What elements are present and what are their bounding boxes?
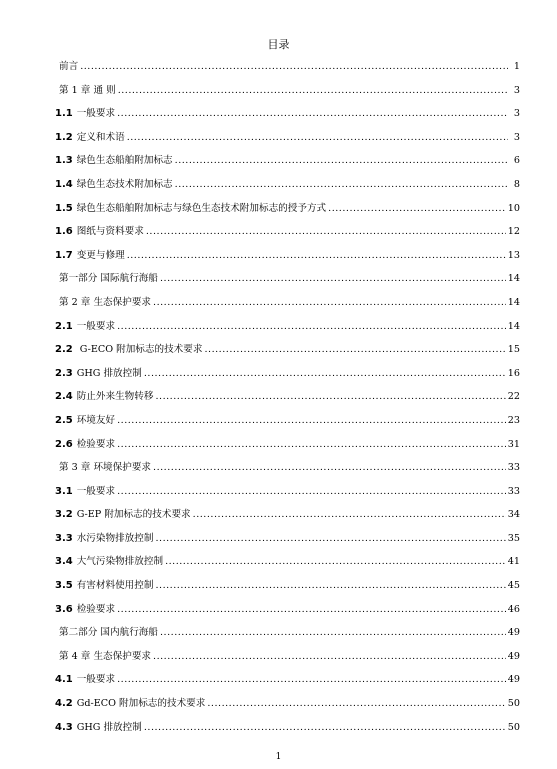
toc-leader-dots [117, 674, 506, 685]
toc-leader-dots [153, 297, 506, 308]
toc-leader-dots [155, 580, 505, 591]
toc-entry[interactable] [55, 270, 520, 294]
toc-entry-title: 前言 [59, 61, 79, 72]
toc-leader-dots [175, 155, 508, 166]
toc-entry-title: 有害材料使用控制 [76, 580, 154, 592]
toc-entry-title: 大气污染物排放控制 [76, 556, 164, 568]
table-of-contents [55, 58, 520, 742]
toc-entry-title: 绿色生态船舶附加标志与绿色生态技术附加标志的授予方式 [76, 202, 327, 214]
toc-entry-number: 3.2 [55, 509, 73, 521]
toc-entry[interactable] [55, 601, 520, 625]
toc-entry[interactable] [55, 624, 520, 648]
toc-entry-page: 31 [507, 438, 520, 450]
toc-entry[interactable] [55, 483, 520, 507]
toc-leader-dots [118, 85, 508, 96]
toc-entry-page: 49 [507, 674, 520, 686]
toc-entry-title: 第 4 章 生态保护要求 [59, 650, 152, 662]
toc-entry-page: 14 [507, 320, 520, 332]
toc-entry-number: 3.1 [55, 485, 73, 497]
toc-leader-dots [155, 391, 505, 402]
toc-entry-page: 49 [507, 650, 520, 662]
toc-entry-title: 检验要求 [76, 438, 116, 450]
toc-leader-dots [144, 722, 506, 733]
toc-entry-number: 1.6 [55, 226, 73, 238]
toc-entry[interactable] [55, 82, 520, 106]
toc-entry-number: 1.7 [55, 249, 73, 261]
toc-entry-title: 环境友好 [76, 414, 116, 426]
toc-entry[interactable] [55, 506, 520, 530]
toc-leader-dots [117, 415, 506, 426]
toc-leader-dots [127, 250, 506, 261]
toc-entry[interactable] [55, 318, 520, 342]
toc-entry-page: 33 [507, 462, 520, 474]
toc-leader-dots [160, 273, 506, 284]
toc-entry[interactable] [55, 671, 520, 695]
toc-entry-number: 2.4 [55, 391, 73, 403]
toc-leader-dots [117, 108, 508, 119]
toc-leader-dots [204, 344, 505, 355]
toc-entry-title: 检验要求 [76, 603, 116, 615]
toc-entry-title: 防止外来生物转移 [76, 391, 154, 403]
toc-entry-page: 3 [513, 108, 520, 120]
toc-leader-dots [165, 556, 506, 567]
toc-entry-title: 一般要求 [76, 108, 116, 120]
toc-entry-number: 1.5 [55, 202, 73, 214]
toc-leader-dots [80, 61, 508, 72]
toc-entry[interactable] [55, 553, 520, 577]
toc-leader-dots [175, 179, 508, 190]
toc-leader-dots [160, 627, 506, 638]
toc-entry-number: 3.4 [55, 556, 73, 568]
toc-leader-dots [153, 462, 506, 473]
toc-entry-title: Gd-ECO 附加标志的技术要求 [76, 698, 206, 710]
toc-entry-page: 46 [507, 603, 520, 615]
toc-entry-number: 1.3 [55, 155, 73, 167]
toc-entry-title: 一般要求 [76, 320, 116, 332]
toc-entry-title: 变更与修理 [76, 249, 125, 261]
toc-entry-number: 2.3 [55, 367, 73, 379]
page-title: 目录 [267, 38, 290, 51]
toc-entry[interactable] [55, 648, 520, 672]
toc-entry-page: 1 [513, 61, 520, 72]
toc-entry-page: 13 [507, 249, 520, 261]
toc-entry-number: 4.1 [55, 674, 73, 686]
toc-entry-title: 第一部分 国际航行海船 [59, 273, 158, 285]
toc-entry[interactable] [55, 530, 520, 554]
toc-entry-page: 6 [513, 155, 520, 167]
toc-entry-title: 一般要求 [76, 485, 116, 497]
page-number-footer: 1 [275, 752, 282, 762]
toc-entry[interactable] [55, 129, 520, 153]
toc-leader-dots [155, 533, 505, 544]
toc-entry[interactable] [55, 200, 520, 224]
toc-leader-dots [127, 132, 508, 143]
toc-leader-dots [144, 368, 506, 379]
toc-entry-title: 第 2 章 生态保护要求 [59, 296, 152, 308]
toc-entry-title: GHG 排放控制 [76, 721, 142, 733]
toc-entry-page: 14 [507, 273, 520, 285]
toc-entry[interactable] [55, 577, 520, 601]
toc-leader-dots [146, 226, 506, 237]
toc-entry[interactable] [55, 365, 520, 389]
toc-entry[interactable] [55, 388, 520, 412]
toc-entry[interactable] [55, 294, 520, 318]
toc-entry-title: G-ECO 附加标志的技术要求 [76, 344, 203, 356]
toc-leader-dots [207, 698, 505, 709]
toc-entry-page: 10 [507, 202, 520, 214]
toc-entry-page: 50 [507, 721, 520, 733]
toc-entry-page: 3 [513, 131, 520, 143]
toc-entry-title: G-EP 附加标志的技术要求 [76, 509, 191, 521]
toc-entry[interactable] [55, 247, 520, 271]
toc-entry-title: 第二部分 国内航行海船 [59, 627, 158, 639]
toc-entry-title: 第 1 章 通 则 [59, 84, 116, 96]
toc-entry[interactable] [55, 152, 520, 176]
toc-entry-number: 1.2 [55, 131, 73, 143]
toc-entry-page: 12 [507, 226, 520, 238]
toc-entry[interactable] [55, 105, 520, 129]
toc-entry-page: 49 [507, 627, 520, 639]
toc-entry-number: 2.6 [55, 438, 73, 450]
toc-entry-page: 35 [507, 532, 520, 544]
toc-entry-page: 22 [507, 391, 520, 403]
toc-entry-page: 15 [507, 344, 520, 356]
toc-entry-page: 23 [507, 414, 520, 426]
toc-entry-page: 33 [507, 485, 520, 497]
toc-entry-title: GHG 排放控制 [76, 367, 142, 379]
toc-leader-dots [153, 651, 506, 662]
toc-entry[interactable] [55, 719, 520, 743]
toc-entry-page: 8 [513, 178, 520, 190]
toc-leader-dots [117, 604, 506, 615]
toc-entry[interactable] [55, 459, 520, 483]
toc-entry-title: 一般要求 [76, 674, 116, 686]
toc-entry[interactable] [55, 412, 520, 436]
toc-entry-number: 3.6 [55, 603, 73, 615]
toc-entry-title: 图纸与资料要求 [76, 226, 144, 238]
toc-entry-page: 50 [507, 698, 520, 710]
toc-entry-number: 4.3 [55, 721, 73, 733]
toc-entry-number: 3.5 [55, 580, 73, 592]
toc-entry-title: 第 3 章 环境保护要求 [59, 462, 152, 474]
toc-leader-dots [328, 203, 506, 214]
toc-entry-number: 1.4 [55, 178, 73, 190]
toc-entry-page: 14 [507, 296, 520, 308]
toc-leader-dots [117, 486, 506, 497]
toc-entry-page: 41 [507, 556, 520, 568]
toc-entry-number: 2.2 [55, 344, 73, 356]
toc-leader-dots [193, 509, 506, 520]
toc-entry[interactable] [55, 58, 520, 82]
toc-leader-dots [117, 439, 506, 450]
toc-entry[interactable] [55, 695, 520, 719]
toc-entry-number: 4.2 [55, 698, 73, 710]
toc-entry-number: 3.3 [55, 532, 73, 544]
toc-entry[interactable] [55, 176, 520, 200]
toc-entry-page: 3 [513, 84, 520, 96]
toc-entry-page: 45 [507, 580, 520, 592]
toc-entry-number: 1.1 [55, 108, 73, 120]
toc-entry-number: 2.1 [55, 320, 73, 332]
toc-entry-title: 绿色生态船舶附加标志 [76, 155, 173, 167]
toc-entry-number: 2.5 [55, 414, 73, 426]
toc-leader-dots [117, 321, 506, 332]
toc-entry[interactable] [55, 341, 520, 365]
toc-entry-title: 水污染物排放控制 [76, 532, 154, 544]
toc-entry-title: 定义和术语 [76, 131, 125, 143]
toc-entry-page: 16 [507, 367, 520, 379]
toc-entry-title: 绿色生态技术附加标志 [76, 178, 173, 190]
toc-entry[interactable] [55, 223, 520, 247]
toc-entry-page: 34 [507, 509, 520, 521]
toc-entry[interactable] [55, 436, 520, 460]
